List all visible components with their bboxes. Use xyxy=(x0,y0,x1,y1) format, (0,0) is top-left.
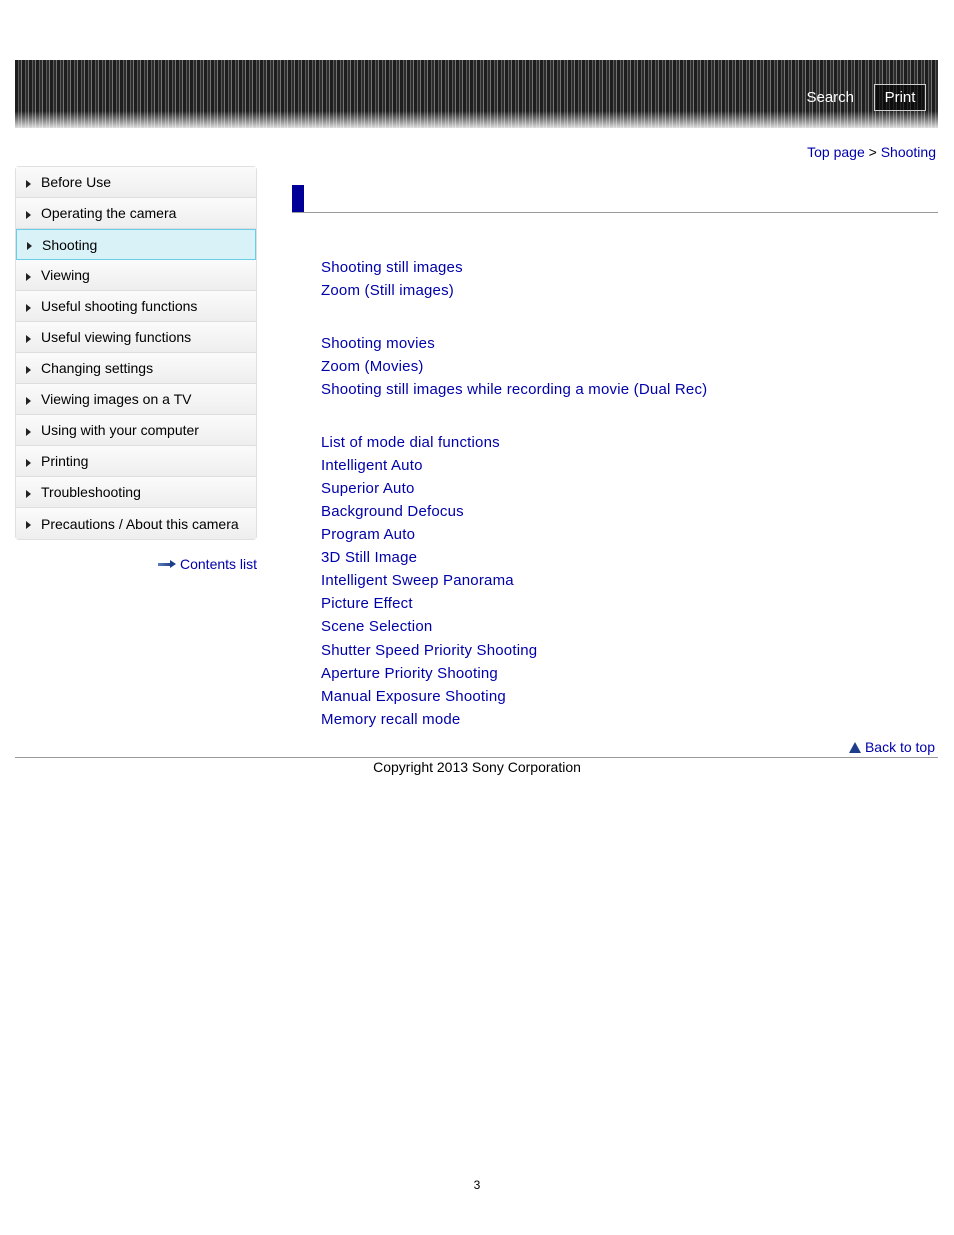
link-intelligent-sweep-panorama[interactable]: Intelligent Sweep Panorama xyxy=(321,572,514,589)
breadcrumb-separator: > xyxy=(868,144,877,160)
back-to-top-link[interactable] xyxy=(849,739,935,755)
sidebar-item-label: Precautions / About this camera xyxy=(41,515,239,532)
link-superior-auto[interactable]: Superior Auto xyxy=(321,480,415,497)
sidebar-item-label: Viewing images on a TV xyxy=(41,391,192,407)
footer-divider xyxy=(15,757,938,758)
sidebar-item-operating-the-camera[interactable] xyxy=(16,198,256,229)
breadcrumb-top-page[interactable]: Top page xyxy=(807,144,865,160)
link-memory-recall-mode[interactable]: Memory recall mode xyxy=(321,711,461,728)
contents-list-label: Contents list xyxy=(180,556,258,572)
sidebar-item-printing[interactable] xyxy=(16,446,256,477)
section-title-divider xyxy=(292,212,938,213)
link-shutter-speed-priority[interactable]: Shutter Speed Priority Shooting xyxy=(321,642,538,659)
link-aperture-priority[interactable]: Aperture Priority Shooting xyxy=(321,665,498,682)
search-link[interactable]: Search xyxy=(806,89,854,106)
arrow-right-icon xyxy=(26,428,31,436)
sidebar-item-before-use[interactable] xyxy=(16,167,256,198)
arrow-right-icon xyxy=(26,335,31,343)
arrow-right-icon xyxy=(26,304,31,312)
link-background-defocus[interactable]: Background Defocus xyxy=(321,503,464,520)
sidebar-item-using-with-your-computer[interactable] xyxy=(16,415,256,446)
sidebar-item-precautions[interactable] xyxy=(16,508,256,539)
page-number: 3 xyxy=(473,1178,481,1192)
arrow-right-icon xyxy=(26,490,31,498)
contents-list-link[interactable] xyxy=(158,556,257,572)
sidebar-item-label: Operating the camera xyxy=(41,205,177,221)
section-title-marker xyxy=(292,185,304,213)
sidebar-item-label: Useful shooting functions xyxy=(41,298,198,314)
breadcrumb-current[interactable]: Shooting xyxy=(880,144,936,160)
link-program-auto[interactable]: Program Auto xyxy=(321,526,416,543)
sidebar-item-changing-settings[interactable] xyxy=(16,353,256,384)
sidebar-item-label: Printing xyxy=(41,453,89,469)
print-button[interactable]: Print xyxy=(874,84,926,111)
link-manual-exposure[interactable]: Manual Exposure Shooting xyxy=(321,688,506,705)
sidebar-item-label: Useful viewing functions xyxy=(41,329,192,345)
sidebar-item-useful-shooting-functions[interactable] xyxy=(16,291,256,322)
link-shooting-movies[interactable]: Shooting movies xyxy=(321,335,435,352)
link-list-of-mode-dial-functions[interactable]: List of mode dial functions xyxy=(321,434,500,451)
back-to-top-label: Back to top xyxy=(864,739,935,755)
arrow-right-icon xyxy=(26,459,31,467)
sidebar-item-viewing-images-on-a-tv[interactable] xyxy=(16,384,256,415)
sidebar-item-label: Before Use xyxy=(41,174,112,190)
arrow-right-icon xyxy=(26,521,31,529)
arrow-right-icon xyxy=(26,211,31,219)
sidebar-item-label: Shooting xyxy=(42,236,98,253)
arrow-right-icon xyxy=(26,397,31,405)
copyright-text: Copyright 2013 Sony Corporation xyxy=(373,759,581,775)
link-zoom-movies[interactable]: Zoom (Movies) xyxy=(321,358,424,375)
sidebar-item-label: Troubleshooting xyxy=(41,484,141,500)
sidebar-item-label: Viewing xyxy=(41,267,90,283)
link-picture-effect[interactable]: Picture Effect xyxy=(321,595,413,612)
sidebar-item-viewing[interactable] xyxy=(16,260,256,291)
sidebar-item-useful-viewing-functions[interactable] xyxy=(16,322,256,353)
link-shooting-still-images[interactable]: Shooting still images xyxy=(321,259,463,276)
sidebar-nav xyxy=(15,166,257,540)
arrow-right-icon xyxy=(26,273,31,281)
arrow-right-icon xyxy=(158,561,176,567)
link-dual-rec[interactable]: Shooting still images while recording a movie (Dual Rec) xyxy=(321,381,708,398)
sidebar-item-troubleshooting[interactable] xyxy=(16,477,256,508)
link-scene-selection[interactable]: Scene Selection xyxy=(321,618,433,635)
link-3d-still-image[interactable]: 3D Still Image xyxy=(321,549,418,566)
arrow-right-icon xyxy=(26,180,31,188)
link-intelligent-auto[interactable]: Intelligent Auto xyxy=(321,457,423,474)
arrow-right-icon xyxy=(27,242,32,250)
arrow-right-icon xyxy=(26,366,31,374)
sidebar-item-shooting[interactable] xyxy=(16,229,256,260)
header-banner xyxy=(15,60,938,128)
triangle-up-icon xyxy=(849,742,861,753)
sidebar-item-label: Changing settings xyxy=(41,360,154,376)
link-zoom-still-images[interactable]: Zoom (Still images) xyxy=(321,282,454,299)
sidebar-item-label: Using with your computer xyxy=(41,422,199,438)
breadcrumb xyxy=(807,144,936,160)
